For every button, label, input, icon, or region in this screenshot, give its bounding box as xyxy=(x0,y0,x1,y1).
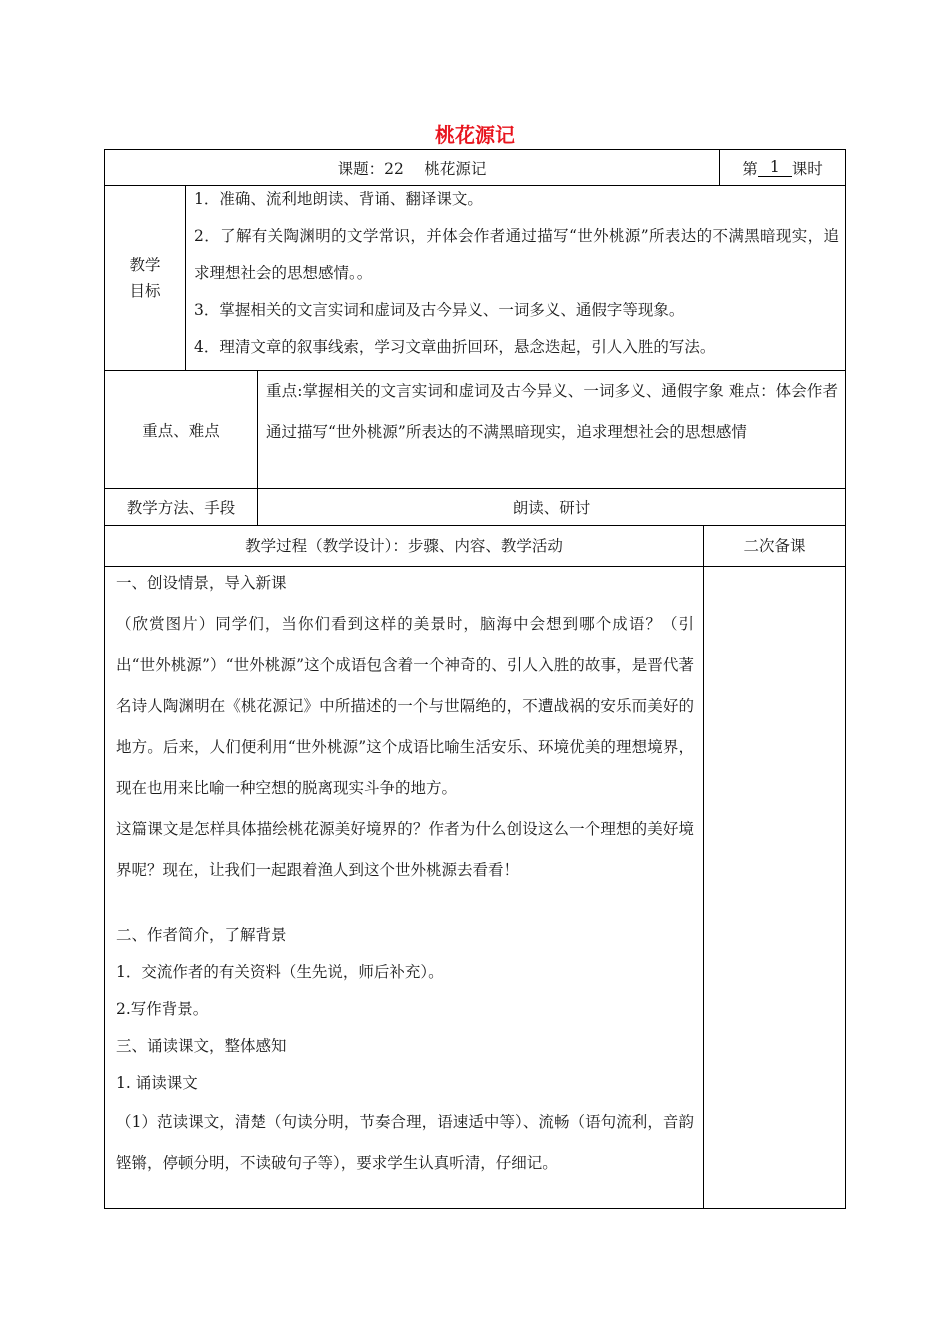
objectives-label-cell xyxy=(105,186,185,370)
intro-question: 这篇课文是怎样具体描绘桃花源美好境界的？作者为什么创设这么一个理想的美好境界呢？现在，让我们一起跟着渔人到这个世外桃源去看看！ xyxy=(116,820,694,879)
objective-item-3: 3．掌握相关的文言实词和虚词及古今异义、一词多义、通假字等现象。 xyxy=(194,301,685,319)
key-points-label: 重点、难点 xyxy=(142,421,220,440)
intro-heading: 一、创设情景，导入新课 xyxy=(116,574,287,592)
second-prep-header-cell xyxy=(704,526,845,566)
period-prefix: 第 xyxy=(742,159,758,178)
second-prep-content-cell xyxy=(704,567,845,1208)
objectives-label-line1: 教学 xyxy=(129,256,161,274)
period-suffix: 课时 xyxy=(791,159,823,178)
author-heading: 二、作者简介，了解背景 xyxy=(116,926,287,944)
methods-label-cell xyxy=(105,489,257,525)
period-cell xyxy=(720,150,845,185)
lesson-label: 课题：22 桃花源记 xyxy=(337,159,487,178)
reading-item-1: 1. 诵读课文 xyxy=(116,1074,198,1092)
period-number: 1 xyxy=(758,158,792,177)
intro-paragraph: （欣赏图片）同学们，当你们看到这样的美景时，脑海中会想到哪个成语？（引出“世外桃源”）“世外桃源”这个成语包含着一个神奇的、引人入胜的故事，是晋代著名诗人陶渊明在《桃花源记》中所描述的一个与世隔绝的，不遭战祸的安乐而美好的地方。后来，人们便利用“世外桃源”这个成语比喻生活安乐、环境优美的理想境界，现在也用来比喻一种空想的脱离现实斗争的地方。 xyxy=(116,615,694,797)
objectives-content-cell xyxy=(186,186,845,370)
author-item-2: 2.写作背景。 xyxy=(116,1000,209,1018)
author-item-1: 1．交流作者的有关资料（生先说，师后补充）。 xyxy=(116,963,444,981)
reading-heading: 三、诵读课文，整体感知 xyxy=(116,1037,287,1055)
process-header-main: 教学过程（教学设计）：步骤、内容、教学活动 xyxy=(245,537,563,555)
reading-item-1-1: （1）范读课文，清楚（句读分明，节奏合理，语速适中等）、流畅（语句流利，音韵铿锵，停顿分明，不读破句子等），要求学生认真听清，仔细记。 xyxy=(116,1113,694,1172)
key-points-text: 重点:掌握相关的文言实词和虚词及古今异义、一词多义、通假字象 难点：体会作者通过描写“世外桃源”所表达的不满黑暗现实，追求理想社会的思想感情 xyxy=(266,382,838,441)
objective-item-2: 2．了解有关陶渊明的文学常识，并体会作者通过描写“世外桃源”所表达的不满黑暗现实，追求理想社会的思想感情。。 xyxy=(194,227,839,282)
process-content-cell xyxy=(105,567,703,1208)
objective-item-1: 1．准确、流利地朗读、背诵、翻译课文。 xyxy=(194,190,483,208)
key-points-label-cell xyxy=(105,371,257,488)
methods-label: 教学方法、手段 xyxy=(126,499,236,517)
process-header-cell xyxy=(105,526,703,566)
process-header-side: 二次备课 xyxy=(743,537,806,555)
key-points-content-cell xyxy=(258,371,845,488)
document-title: 桃花源记 xyxy=(435,123,515,147)
methods-value: 朗读、研讨 xyxy=(512,499,591,517)
methods-value-cell xyxy=(258,489,845,525)
spacer xyxy=(116,891,694,917)
objectives-label-line2: 目标 xyxy=(129,282,161,300)
objective-item-4: 4．理清文章的叙事线索，学习文章曲折回环，悬念迭起，引人入胜的写法。 xyxy=(194,338,716,356)
lesson-title-cell xyxy=(105,150,719,185)
